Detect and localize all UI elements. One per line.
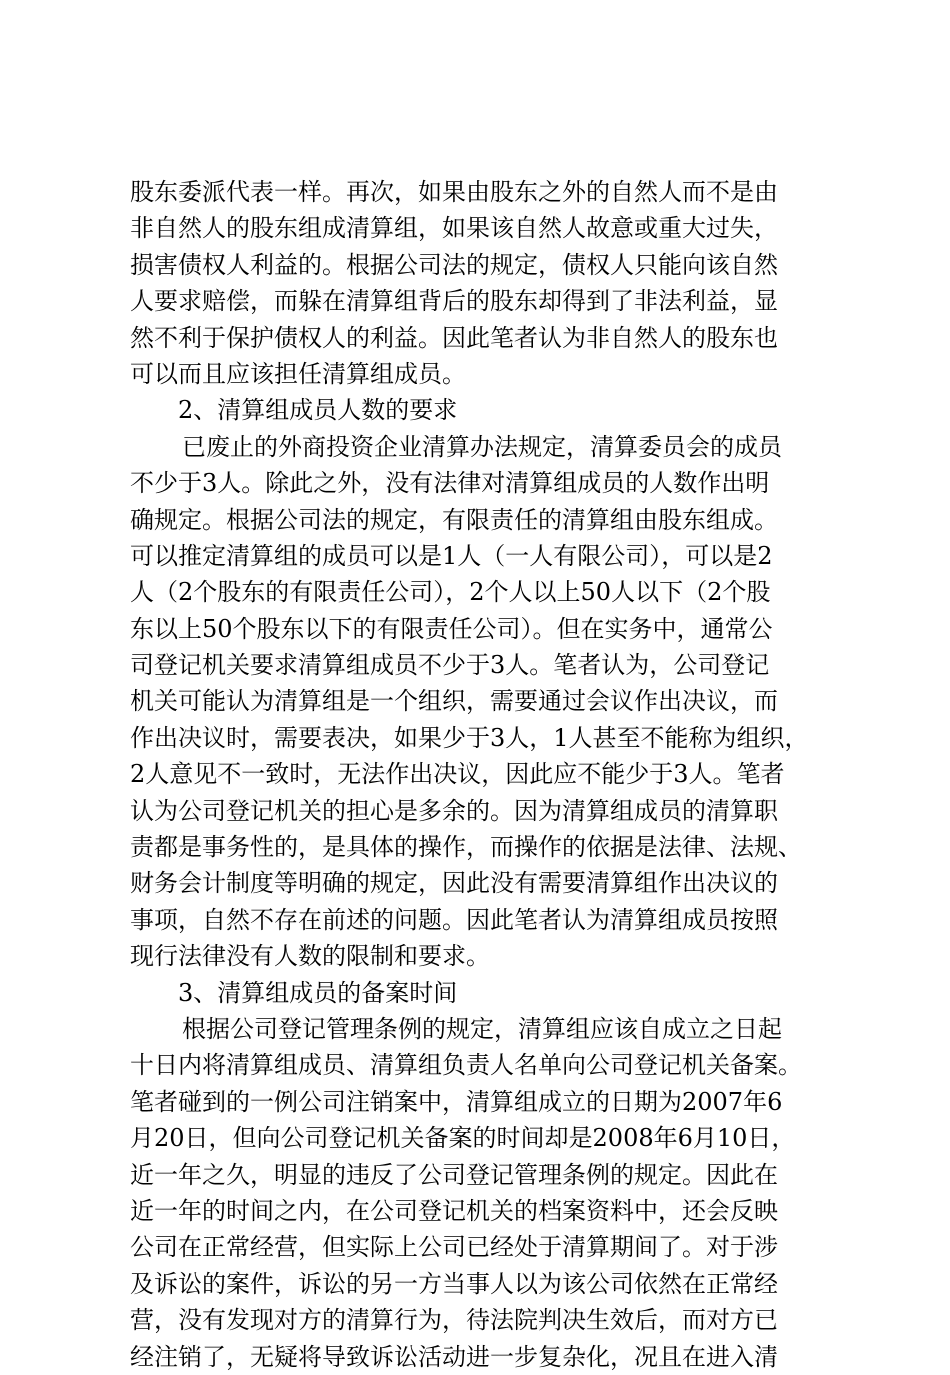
body-text-line: 财务会计制度等明确的规定，因此没有需要清算组作出决议的 <box>130 869 778 898</box>
body-text-line: 可以推定清算组的成员可以是1人（一人有限公司），可以是2 <box>130 541 773 570</box>
body-text-line: 现行法律没有人数的限制和要求。 <box>130 942 490 971</box>
body-text-line: 然不利于保护债权人的利益。因此笔者认为非自然人的股东也 <box>130 323 778 352</box>
body-text-line: 公司在正常经营，但实际上公司已经处于清算期间了。对于涉 <box>130 1233 778 1262</box>
body-text-line: 人要求赔偿，而躲在清算组背后的股东却得到了非法利益，显 <box>130 287 778 316</box>
body-text-line: 不少于3人。除此之外，没有法律对清算组成员的人数作出明 <box>130 469 770 498</box>
body-text-line: 近一年的时间之内，在公司登记机关的档案资料中，还会反映 <box>130 1196 778 1225</box>
body-text-line: 非自然人的股东组成清算组，如果该自然人故意或重大过失， <box>130 214 778 243</box>
body-text-line: 人（2个股东的有限责任公司），2个人以上50人以下（2个股 <box>130 578 771 607</box>
body-text-line: 可以而且应该担任清算组成员。 <box>130 359 466 388</box>
body-text-line: 月20日，但向公司登记机关备案的时间却是2008年6月10日， <box>130 1124 796 1153</box>
body-text-line: 责都是事务性的，是具体的操作，而操作的依据是法律、法规、 <box>130 833 802 862</box>
body-text-line: 认为公司登记机关的担心是多余的。因为清算组成员的清算职 <box>130 796 778 825</box>
document-body <box>130 174 830 1375</box>
body-text-line: 股东委派代表一样。再次，如果由股东之外的自然人而不是由 <box>130 178 778 206</box>
paragraph-first-line: 根据公司登记管理条例的规定，清算组应该自成立之日起 <box>182 1014 782 1043</box>
body-text-line: 十日内将清算组成员、清算组负责人名单向公司登记机关备案。 <box>130 1051 802 1080</box>
body-text-line: 作出决议时，需要表决，如果少于3人，1人甚至不能称为组织， <box>130 723 809 752</box>
section-heading: 2、清算组成员人数的要求 <box>178 396 458 425</box>
body-text-line: 机关可能认为清算组是一个组织，需要通过会议作出决议，而 <box>130 687 778 716</box>
body-text-line: 损害债权人利益的。根据公司法的规定，债权人只能向该自然 <box>130 250 778 279</box>
body-text-line: 营，没有发现对方的清算行为，待法院判决生效后，而对方已 <box>130 1306 778 1335</box>
body-text-line: 确规定。根据公司法的规定，有限责任的清算组由股东组成。 <box>130 505 778 534</box>
section-heading: 3、清算组成员的备案时间 <box>178 978 458 1007</box>
body-text-line: 经注销了，无疑将导致诉讼活动进一步复杂化，况且在进入清 <box>130 1342 778 1371</box>
body-text-line: 司登记机关要求清算组成员不少于3人。笔者认为，公司登记 <box>130 651 770 680</box>
body-text-line: 近一年之久，明显的违反了公司登记管理条例的规定。因此在 <box>130 1160 778 1189</box>
body-text-line: 笔者碰到的一例公司注销案中，清算组成立的日期为2007年6 <box>130 1087 783 1116</box>
body-text-line: 事项，自然不存在前述的问题。因此笔者认为清算组成员按照 <box>130 905 778 934</box>
body-text-line: 东以上50个股东以下的有限责任公司）。但在实务中，通常公 <box>130 614 773 643</box>
paragraph-first-line: 已废止的外商投资企业清算办法规定，清算委员会的成员 <box>182 432 782 461</box>
body-text-line: 及诉讼的案件，诉讼的另一方当事人以为该公司依然在正常经 <box>130 1269 778 1298</box>
body-text-line: 2人意见不一致时，无法作出决议，因此应不能少于3人。笔者 <box>130 760 785 789</box>
